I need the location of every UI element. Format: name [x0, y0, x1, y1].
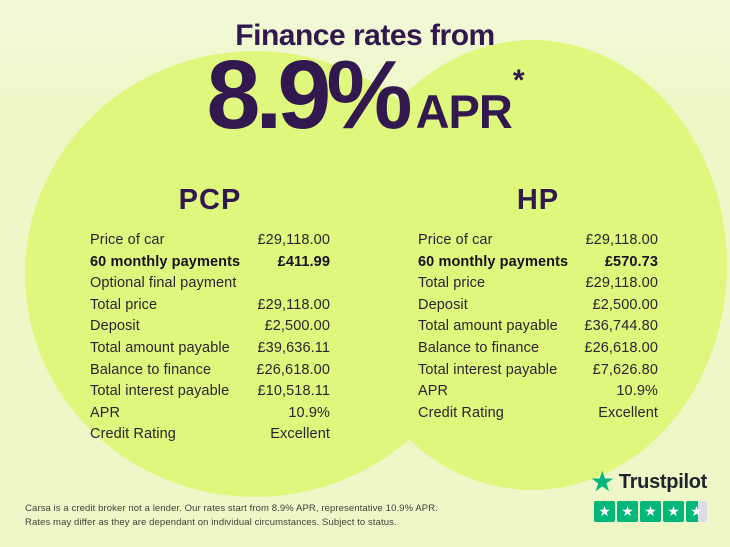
table-row [90, 316, 330, 338]
rate-value: 8.9% [206, 40, 408, 149]
table-row [418, 252, 658, 274]
table-row [90, 338, 330, 360]
table-row [418, 338, 658, 360]
row-label: Total amount payable [418, 318, 558, 335]
row-label: Balance to finance [90, 361, 212, 378]
row-label: Total amount payable [90, 339, 230, 356]
row-label: APR [418, 383, 449, 400]
row-value: £10,518.11 [257, 383, 330, 400]
table-row [90, 230, 330, 252]
row-label: Credit Rating [418, 404, 504, 421]
table-row [90, 295, 330, 317]
row-value: £570.73 [604, 253, 658, 270]
row-label: Price of car [90, 232, 165, 248]
table-row [90, 403, 330, 425]
disclaimer-line-2: Rates may differ as they are dependant on individual circumstances. Subject to status. [25, 517, 397, 528]
table-row [90, 273, 330, 295]
table-row [418, 403, 658, 425]
row-label: Credit Rating [90, 426, 176, 443]
row-value: 10.9% [288, 404, 330, 421]
star-icon: ★ [663, 501, 684, 522]
half-star-icon: ★ [686, 501, 707, 522]
table-row [418, 360, 658, 382]
table-row [418, 230, 658, 252]
row-value: £29,118.00 [585, 232, 658, 248]
row-label: Optional final payment [90, 275, 237, 292]
row-value: £7,626.80 [592, 361, 658, 378]
row-value: £26,618.00 [584, 339, 658, 356]
hp-table-title: HP [516, 184, 560, 216]
row-value: £2,500.00 [264, 318, 330, 335]
row-value: Excellent [598, 404, 658, 421]
row-label: Deposit [418, 296, 468, 313]
footnote-asterisk: * [512, 64, 525, 97]
table-row [90, 381, 330, 403]
table-row [90, 424, 330, 446]
row-label: Total price [418, 275, 486, 292]
hp-finance-table [418, 184, 658, 424]
table-row [418, 381, 658, 403]
rate-unit: APR [415, 85, 512, 138]
row-value: £29,118.00 [257, 296, 330, 313]
headline-rate [0, 40, 730, 149]
table-row [90, 252, 330, 274]
row-value: £29,118.00 [585, 275, 658, 292]
trustpilot-wordmark: Trustpilot [618, 470, 707, 493]
legal-disclaimer [25, 502, 438, 530]
trustpilot-star-icon: ★ [589, 465, 615, 498]
pcp-table-title: PCP [178, 184, 242, 216]
row-label: Deposit [90, 318, 140, 335]
row-value: Excellent [270, 426, 330, 443]
trustpilot-brand-row [589, 465, 707, 498]
row-label: Total interest payable [90, 383, 230, 400]
disclaimer-line-1: Carsa is a credit broker not a lender. Our rates start from 8.9% APR, representative 10.9% APR. [25, 503, 438, 514]
row-value: 10.9% [616, 383, 658, 400]
row-label: Balance to finance [418, 339, 540, 356]
row-label: Total price [90, 296, 158, 313]
trustpilot-badge [589, 465, 707, 522]
row-label: 60 monthly payments [418, 253, 569, 270]
table-row [418, 273, 658, 295]
page-title: Finance rates from [235, 19, 495, 52]
star-icon: ★ [594, 501, 615, 522]
trustpilot-rating-stars [590, 501, 707, 522]
row-value: £2,500.00 [592, 296, 658, 313]
star-icon: ★ [640, 501, 661, 522]
row-value: £36,744.80 [584, 318, 658, 335]
star-icon: ★ [617, 501, 638, 522]
table-row [90, 360, 330, 382]
pcp-finance-table [90, 184, 330, 446]
row-value: £29,118.00 [257, 232, 330, 248]
row-label: APR [90, 404, 121, 421]
table-row [418, 316, 658, 338]
row-label: Total interest payable [418, 361, 558, 378]
row-value: £39,636.11 [257, 339, 330, 356]
table-row [418, 295, 658, 317]
row-value: £411.99 [277, 253, 330, 270]
row-value: £26,618.00 [256, 361, 330, 378]
row-label: Price of car [418, 232, 493, 248]
row-label: 60 monthly payments [90, 253, 241, 270]
